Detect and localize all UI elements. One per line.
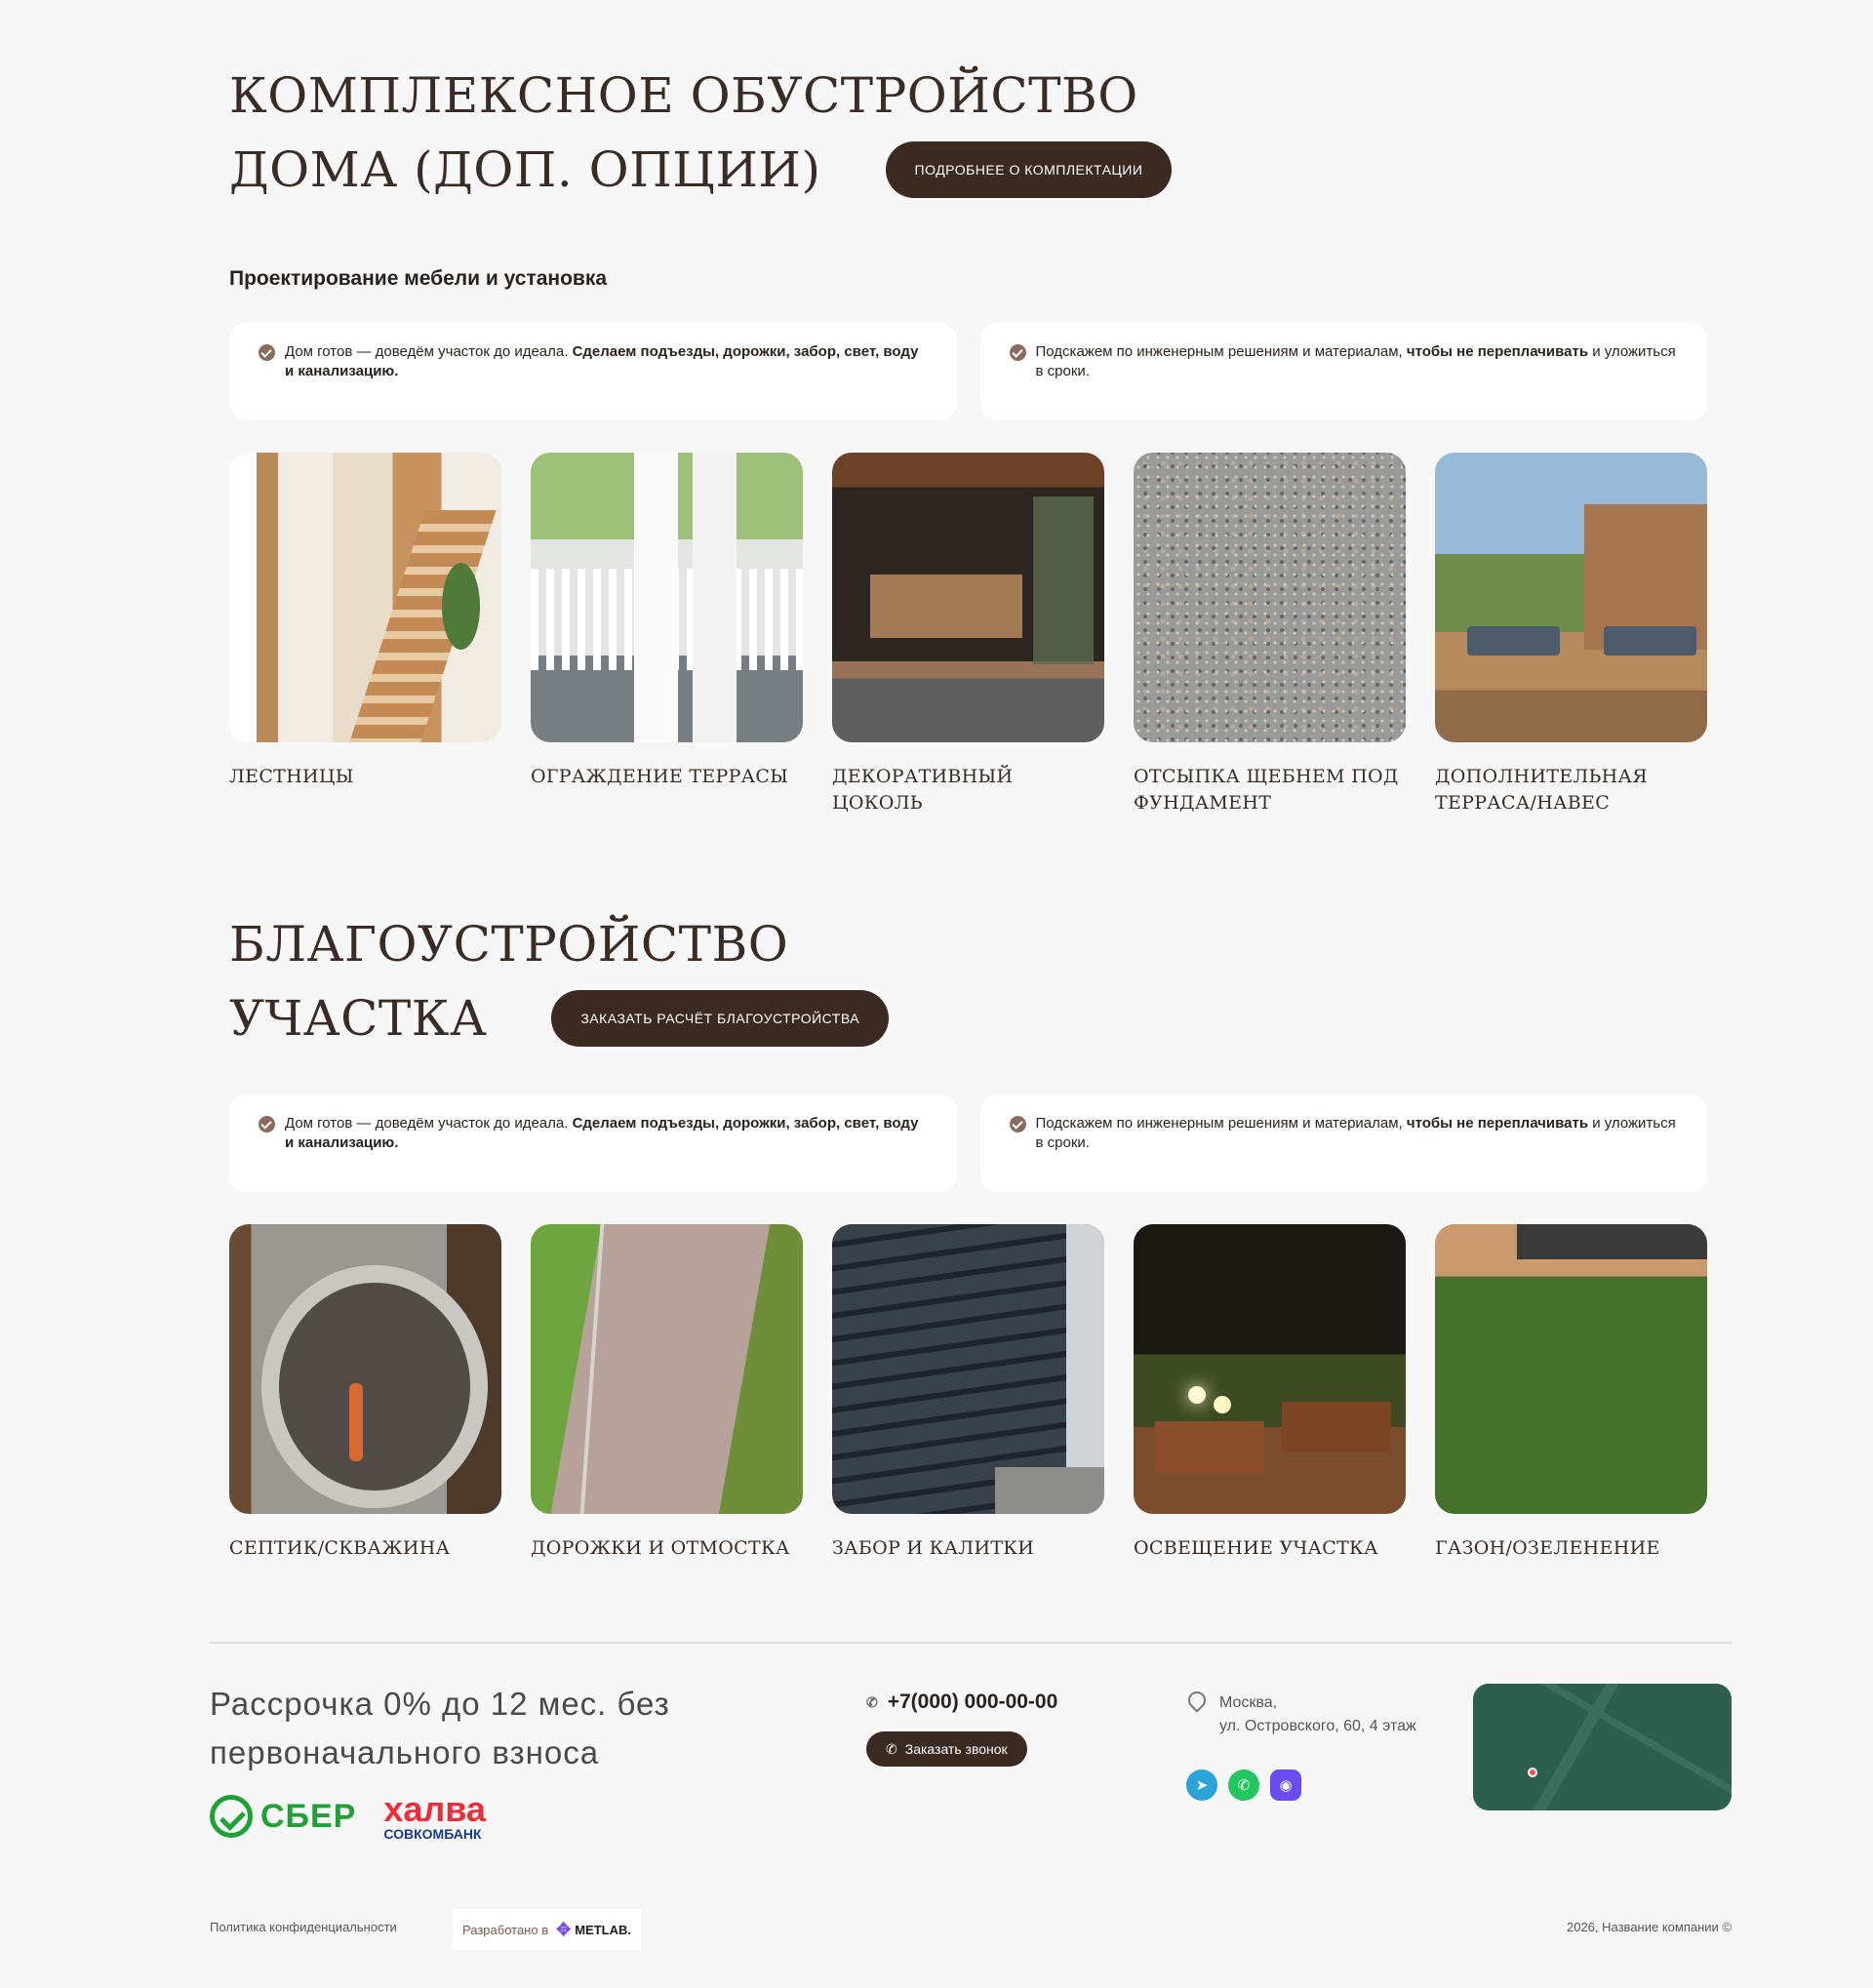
check-icon bbox=[1010, 344, 1026, 361]
tile-label: ГАЗОН/ОЗЕЛЕНЕНИЕ bbox=[1435, 1537, 1660, 1559]
check-icon bbox=[259, 344, 275, 361]
check-icon bbox=[259, 1116, 275, 1133]
sovcombank-wordmark: СОВКОМБАНК bbox=[383, 1826, 482, 1842]
tile-septic[interactable] bbox=[229, 1224, 501, 1562]
tile-label: ЗАБОР И КАЛИТКИ bbox=[832, 1537, 1035, 1559]
address bbox=[1186, 1691, 1416, 1738]
section-title bbox=[229, 907, 1707, 1055]
tile-label: ДЕКОРАТИВНЫЙ ЦОКОЛЬ bbox=[832, 766, 1014, 814]
sber-wordmark: СБЕР bbox=[260, 1797, 357, 1835]
address-text bbox=[1219, 1691, 1416, 1738]
address-city: Москва, bbox=[1219, 1694, 1278, 1711]
tile-terrace-fence[interactable] bbox=[531, 453, 803, 816]
halva-wordmark: халва bbox=[383, 1789, 486, 1829]
title-row bbox=[229, 981, 1707, 1055]
copyright: 2026, Название компании © bbox=[1566, 1920, 1732, 1934]
phone-number: +7(000) 000-00-00 bbox=[887, 1690, 1058, 1713]
halva-logo bbox=[383, 1789, 486, 1842]
extra-terrace-image bbox=[1435, 453, 1707, 742]
tile-label: ОГРАЖДЕНИЕ ТЕРРАСЫ bbox=[531, 766, 789, 787]
card-text: Подскажем по инженерным решениям и материалам, чтобы не переплачивать и уложиться в сроки. bbox=[1035, 1115, 1676, 1151]
check-icon bbox=[1010, 1116, 1026, 1133]
info-card bbox=[229, 1094, 957, 1192]
developed-by-label: Разработано в bbox=[462, 1922, 549, 1937]
tile-label: ДОПОЛНИТЕЛЬНАЯ ТЕРРАСА/НАВЕС bbox=[1435, 766, 1648, 814]
tile-label: ЛЕСТНИЦЫ bbox=[229, 766, 354, 787]
section-title bbox=[229, 59, 1707, 207]
tile-lawn[interactable] bbox=[1435, 1224, 1707, 1562]
tile-decorative-plinth[interactable] bbox=[832, 453, 1104, 816]
fence-gates-image bbox=[832, 1224, 1104, 1514]
tile-fence-gates[interactable] bbox=[832, 1224, 1104, 1562]
gravel-image bbox=[1134, 453, 1406, 742]
title-line-2: ДОМА (ДОП. ОПЦИИ) bbox=[229, 141, 821, 198]
terrace-fence-image bbox=[531, 453, 803, 742]
section-landscaping bbox=[229, 907, 1707, 1562]
tile-label: ОТСЫПКА ЩЕБНЕМ ПОД ФУНДАМЕНТ bbox=[1134, 766, 1399, 814]
tile-label: ОСВЕЩЕНИЕ УЧАСТКА bbox=[1134, 1537, 1378, 1559]
max-messenger-icon[interactable]: ◉ bbox=[1270, 1769, 1301, 1801]
privacy-policy-link[interactable]: Политика конфиденциальности bbox=[210, 1920, 397, 1934]
metlab-mark-icon: ✥ bbox=[556, 1919, 572, 1939]
info-cards bbox=[229, 323, 1707, 420]
section-house-options bbox=[229, 59, 1707, 816]
tile-paths[interactable] bbox=[531, 1224, 803, 1562]
more-details-button[interactable]: ПОДРОБНЕЕ О КОМПЛЕКТАЦИИ bbox=[886, 141, 1173, 198]
sber-logo bbox=[210, 1795, 356, 1838]
option-tiles bbox=[229, 453, 1707, 816]
card-text: Дом готов — доведём участок до идеала. Сделаем подъезды, дорожки, забор, свет, воду и канализацию. bbox=[285, 343, 919, 379]
phone-link[interactable] bbox=[866, 1690, 1057, 1714]
request-call-button[interactable] bbox=[866, 1731, 1027, 1767]
map-marker-icon bbox=[1528, 1768, 1537, 1777]
septic-image bbox=[229, 1224, 501, 1514]
tile-extra-terrace[interactable] bbox=[1435, 453, 1707, 816]
request-call-label: Заказать звонок bbox=[904, 1741, 1008, 1757]
landscaping-tiles bbox=[229, 1224, 1707, 1562]
location-pin-icon bbox=[1186, 1691, 1206, 1717]
subheading: Проектирование мебели и установка bbox=[229, 267, 608, 290]
title-line-2: УЧАСТКА bbox=[229, 990, 488, 1047]
contact-phone bbox=[866, 1690, 1057, 1767]
bank-logos bbox=[210, 1789, 486, 1842]
footer-divider bbox=[210, 1642, 1732, 1644]
social-links bbox=[1186, 1769, 1416, 1801]
decorative-plinth-image bbox=[832, 453, 1104, 742]
tile-stairs[interactable] bbox=[229, 453, 501, 816]
title-line-1: БЛАГОУСТРОЙСТВО bbox=[229, 916, 789, 973]
tile-gravel[interactable] bbox=[1134, 453, 1406, 816]
tile-label: ДОРОЖКИ И ОТМОСТКА bbox=[531, 1537, 790, 1559]
lighting-image bbox=[1134, 1224, 1406, 1514]
lawn-image bbox=[1435, 1224, 1707, 1514]
info-card bbox=[229, 323, 957, 420]
paths-image bbox=[531, 1224, 803, 1514]
metlab-wordmark: METLAB. bbox=[575, 1922, 631, 1937]
phone-icon: ✆ bbox=[886, 1740, 897, 1757]
address-block bbox=[1186, 1691, 1416, 1801]
info-card bbox=[980, 1094, 1708, 1192]
sber-icon bbox=[210, 1795, 253, 1838]
developer-badge[interactable] bbox=[453, 1909, 641, 1950]
info-cards bbox=[229, 1094, 1707, 1192]
address-street: ул. Островского, 60, 4 этаж bbox=[1219, 1718, 1416, 1734]
tile-label: СЕПТИК/СКВАЖИНА bbox=[229, 1537, 451, 1559]
installment-promo: Рассрочка 0% до 12 мес. без первоначального взноса bbox=[210, 1686, 670, 1770]
whatsapp-icon[interactable]: ✆ bbox=[1228, 1769, 1259, 1801]
telegram-icon[interactable]: ➤ bbox=[1186, 1769, 1217, 1801]
title-row bbox=[229, 133, 1707, 207]
card-text: Дом готов — доведём участок до идеала. Сделаем подъезды, дорожки, забор, свет, воду и канализацию. bbox=[285, 1115, 919, 1151]
title-line-1: КОМПЛЕКСНОЕ ОБУСТРОЙСТВО bbox=[229, 67, 1138, 124]
order-calculation-button[interactable]: ЗАКАЗАТЬ РАСЧЁТ БЛАГОУСТРОЙСТВА bbox=[551, 990, 889, 1047]
location-map[interactable] bbox=[1473, 1684, 1732, 1810]
card-text: Подскажем по инженерным решениям и материалам, чтобы не переплачивать и уложиться в сроки. bbox=[1035, 343, 1676, 379]
metlab-logo bbox=[556, 1920, 631, 1940]
tile-lighting[interactable] bbox=[1134, 1224, 1406, 1562]
stairs-image bbox=[229, 453, 501, 742]
phone-icon: ✆ bbox=[866, 1693, 878, 1710]
info-card bbox=[980, 323, 1708, 420]
